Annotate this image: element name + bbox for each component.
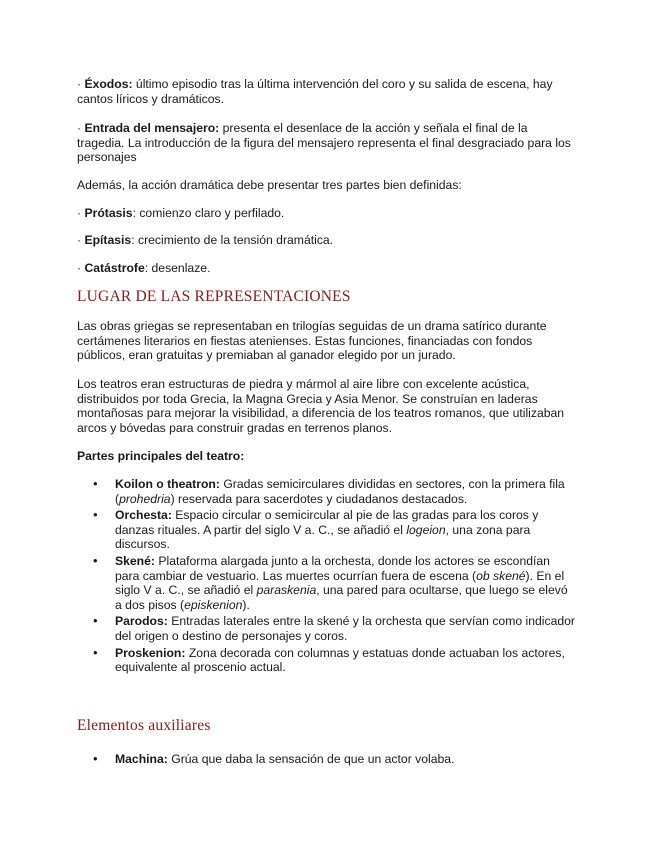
list-item-machina: • Machina: Grúa que daba la sensación de que un actor volaba.	[77, 752, 577, 767]
part-epitasis: · Epítasis: crecimiento de la tensión dramática.	[77, 233, 334, 247]
aux-list	[77, 752, 577, 769]
list-item-orchesta: • Orchesta: Espacio circular o semicircular al pie de las gradas para los coros y danzas rituales. A partir del siglo V a. C., se añadió el logeion, una zona para discursos.	[77, 508, 577, 552]
intro-parts: Además, la acción dramática debe presentar tres partes bien definidas:	[77, 178, 462, 192]
list-item-koilon: • Koilon o theatron: Gradas semicirculares divididas en sectores, con la primera fila (prohedria) reservada para sacerdotes y ciudadanos destacados.	[77, 477, 577, 506]
term-exodos: Éxodos:	[84, 77, 133, 91]
def-mensajero: · Entrada del mensajero: presenta el desenlace de la acción y señala el final de la tragedia. La introducción de la figura del mensajero representa el final desgraciado para los personajes	[77, 121, 571, 165]
section-heading-lugar: LUGAR DE LAS REPRESENTACIONES	[77, 288, 351, 305]
teatro-parts-list	[77, 477, 577, 677]
term-mensajero: Entrada del mensajero:	[84, 121, 220, 135]
paragraph-obras: Las obras griegas se representaban en trilogías seguidas de un drama satírico durante certámenes literarios en fiestas atenienses. Estas funciones, financiadas con fondos públicos, eran gratuitas y premiaban al ganador elegido por un jurado.	[77, 319, 547, 363]
paragraph-teatros: Los teatros eran estructuras de piedra y mármol al aire libre con excelente acústica, distribuidos por toda Grecia, la Magna Grecia y Asia Menor. Se construían en laderas montañosas para mejorar la visibilidad, a diferencia de los teatros romanos, que utilizaban arcos y bóvedas para construir gradas en terrenos planos.	[77, 377, 565, 435]
list-item-parodos: • Parodos: Entradas laterales entre la skené y la orchesta que servían como indicador del origen o destino de personajes y coros.	[77, 614, 577, 643]
def-exodos: · Éxodos: último episodio tras la última intervención del coro y su salida de escena, hay cantos líricos y dramáticos.	[77, 77, 553, 106]
part-protasis: · Prótasis: comienzo claro y perfilado.	[77, 206, 285, 220]
partes-title: Partes principales del teatro:	[77, 449, 245, 463]
part-catastrofe: · Catástrofe: desenlaze.	[77, 261, 211, 275]
section-heading-auxiliares: Elementos auxiliares	[77, 717, 211, 734]
list-item-proskenion: • Proskenion: Zona decorada con columnas y estatuas donde actuaban los actores, equivalente al proscenio actual.	[77, 646, 577, 675]
list-item-skene: • Skené: Plataforma alargada junto a la orchesta, donde los actores se escondían para cambiar de vestuario. Las muertes ocurrían fuera de escena (ob skené). En el siglo V a. C., se añadió el paraskenia, una pared para ocultarse, que luego se elevó a dos pisos (episkenion).	[77, 554, 577, 612]
